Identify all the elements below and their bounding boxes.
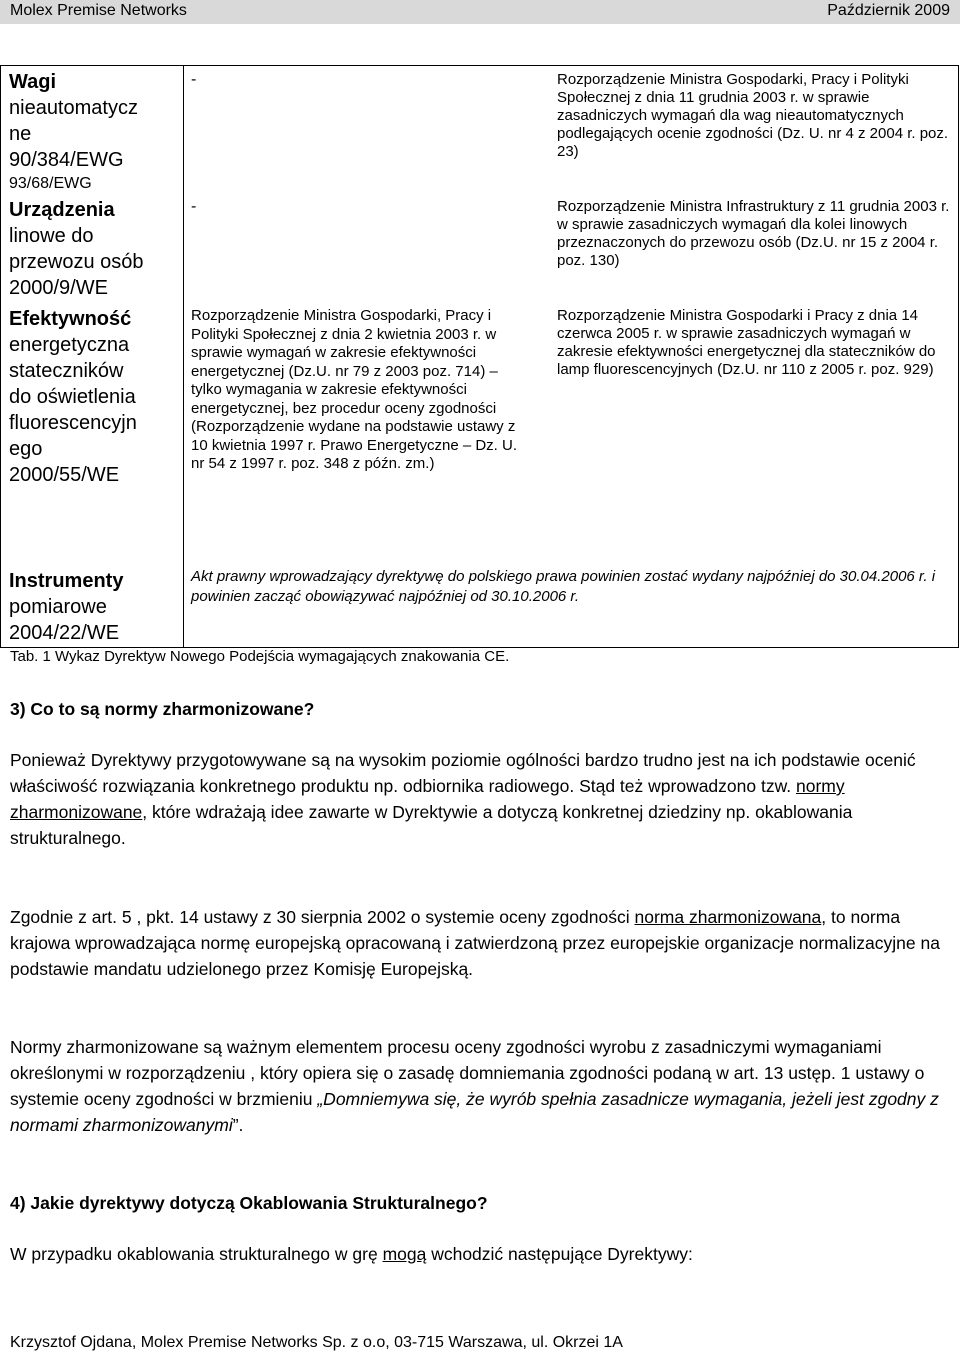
page-header — [0, 0, 960, 24]
row4-name-line: Instrumenty — [9, 570, 124, 592]
paragraph-text: W przypadku okablowania strukturalnego w grę — [10, 1244, 383, 1264]
row3-name-line: ego — [9, 438, 43, 460]
term-normy-zharmonizowane: normy zharmonizowane — [10, 776, 845, 822]
row1-regulation: Rozporządzenie Ministra Gospodarki, Pracy i Polityki Społecznej z dnia 11 grudnia 2003 r. w sprawie zasadniczych wymagań dla wag nieautomatycznych podlegających ocenie zgodności (Dz. U. nr 4 z 2004 r. poz. 23) — [557, 71, 949, 160]
row1-name-line: Wagi — [9, 71, 57, 93]
row1-name-line: 90/384/EWG — [9, 149, 124, 171]
row2-name-line: linowe do — [9, 225, 94, 247]
term-norma-zharmonizowana: norma zharmonizowana — [634, 907, 822, 927]
row3-regulation: Rozporządzenie Ministra Gospodarki i Pracy z dnia 14 czerwca 2005 r. w sprawie zasadniczych wymagań w zakresie efektywności energetycznej dla stateczników do lamp fluorescencyjnych (Dz.U. nr 110 z 2005 r. poz. 929) — [557, 307, 936, 378]
row1-name-small: 93/68/EWG — [9, 175, 92, 192]
row1-directive-name — [9, 69, 138, 195]
row2-old-regulation-dash: - — [191, 198, 197, 215]
paragraph-text: wchodzić następujące Dyrektywy: — [426, 1244, 693, 1264]
section3-paragraph-2 — [10, 904, 940, 982]
paragraph-text: Ponieważ Dyrektywy przygotowywane są na wysokim poziomie ogólności bardzo trudno jest na ich podstawie ocenić właściwość rozwiązania konkretnego produktu np. odbiornika radiowego. Stąd też wprowadzono tzw. — [10, 750, 916, 796]
paragraph-text: Normy zharmonizowane są ważnym elementem procesu oceny zgodności wyrobu z zasadniczymi wymaganiami określonymi w rozporządzeniu , który opiera się o zasadę domniemania zgodności podaną w art. 13 ustęp. 1 ustawy o systemie oceny zgodności w brzmieniu — [10, 1037, 925, 1109]
row2-name-line: Urządzenia — [9, 199, 115, 221]
row3-name-line: energetyczna — [9, 334, 130, 356]
page-footer: Krzysztof Ojdana, Molex Premise Networks Sp. z o.o, 03-715 Warszawa, ul. Okrzei 1A — [10, 1334, 623, 1351]
row4-directive-name — [9, 568, 123, 646]
row3-old-regulation: Rozporządzenie Ministra Gospodarki, Pracy i Polityki Społecznej z dnia 2 kwietnia 2003 r. w sprawie wymagań w zakresie efektywności energetycznej (Dz.U. nr 79 z 2003 poz. 714) – tylko wymagania w zakresie efektywności energetycznej, bez procedur oceny zgodności (Rozporządzenie wydane na podstawie ustawy z 10 kwietnia 1997 r. Prawo Energetyczne – Dz. U. nr 54 z 1997 r. poz. 348 z późn. zm.) — [191, 307, 518, 472]
paragraph-text: Zgodnie z art. 5 , pkt. 14 ustawy z 30 sierpnia 2002 o systemie oceny zgodności — [10, 907, 635, 927]
directives-table — [0, 65, 959, 648]
quoted-provision: „Domniemywa się, że wyrób spełnia zasadnicze wymagania, jeżeli jest zgodny z normami zharmonizowanymi — [10, 1089, 939, 1135]
header-date: Październik 2009 — [827, 2, 950, 19]
paragraph-text: , to norma krajowa wprowadzająca normę europejską opracowaną i zatwierdzoną przez europejskie organizacje normalizacyjne na podstawie mandatu udzielonego przez Komisję Europejską. — [10, 907, 940, 979]
section3-paragraph-3 — [10, 1034, 940, 1138]
section4-heading: 4) Jakie dyrektywy dotyczą Okablowania Strukturalnego? — [10, 1193, 488, 1213]
term-moga: mogą — [382, 1244, 427, 1264]
row4-name-line: 2004/22/WE — [9, 622, 120, 644]
row3-name-line: 2000/55/WE — [9, 464, 120, 486]
row3-name-line: do oświetlenia — [9, 386, 136, 408]
row2-regulation: Rozporządzenie Ministra Infrastruktury z 11 grudnia 2003 r. w sprawie zasadniczych wymagań dla kolei linowych przeznaczonych do przewozu osób (Dz.U. nr 15 z 2004 r. poz. 130) — [557, 198, 950, 269]
row4-name-line: pomiarowe — [9, 596, 107, 618]
table-caption: Tab. 1 Wykaz Dyrektyw Nowego Podejścia wymagających znakowania CE. — [10, 648, 510, 665]
table-column-divider — [183, 66, 184, 647]
section3-paragraph-1 — [10, 747, 940, 851]
row3-name-line: Efektywność — [9, 308, 132, 330]
row4-note: Akt prawny wprowadzający dyrektywę do polskiego prawa powinien zostać wydany najpóźniej do 30.04.2006 r. i powinien zacząć obowiązywać najpóźniej od 30.10.2006 r. — [191, 568, 936, 605]
section3-heading: 3) Co to są normy zharmonizowane? — [10, 699, 315, 719]
row2-name-line: 2000/9/WE — [9, 277, 108, 299]
row3-name-line: fluorescencyjn — [9, 412, 137, 434]
header-company: Molex Premise Networks — [10, 2, 187, 19]
section4-paragraph-1 — [10, 1241, 940, 1267]
row2-directive-name — [9, 197, 144, 301]
row1-old-regulation-dash: - — [191, 71, 197, 88]
paragraph-text: , które wdrażają idee zawarte w Dyrektywie a dotyczą konkretnej dziedziny np. okablowania strukturalnego. — [10, 802, 853, 848]
row2-name-line: przewozu osób — [9, 251, 144, 273]
row1-name-line: nieautomatycz — [9, 97, 138, 119]
row1-name-line: ne — [9, 123, 32, 145]
row3-name-line: stateczników — [9, 360, 124, 382]
paragraph-text: ”. — [232, 1115, 244, 1135]
row3-directive-name — [9, 306, 137, 488]
